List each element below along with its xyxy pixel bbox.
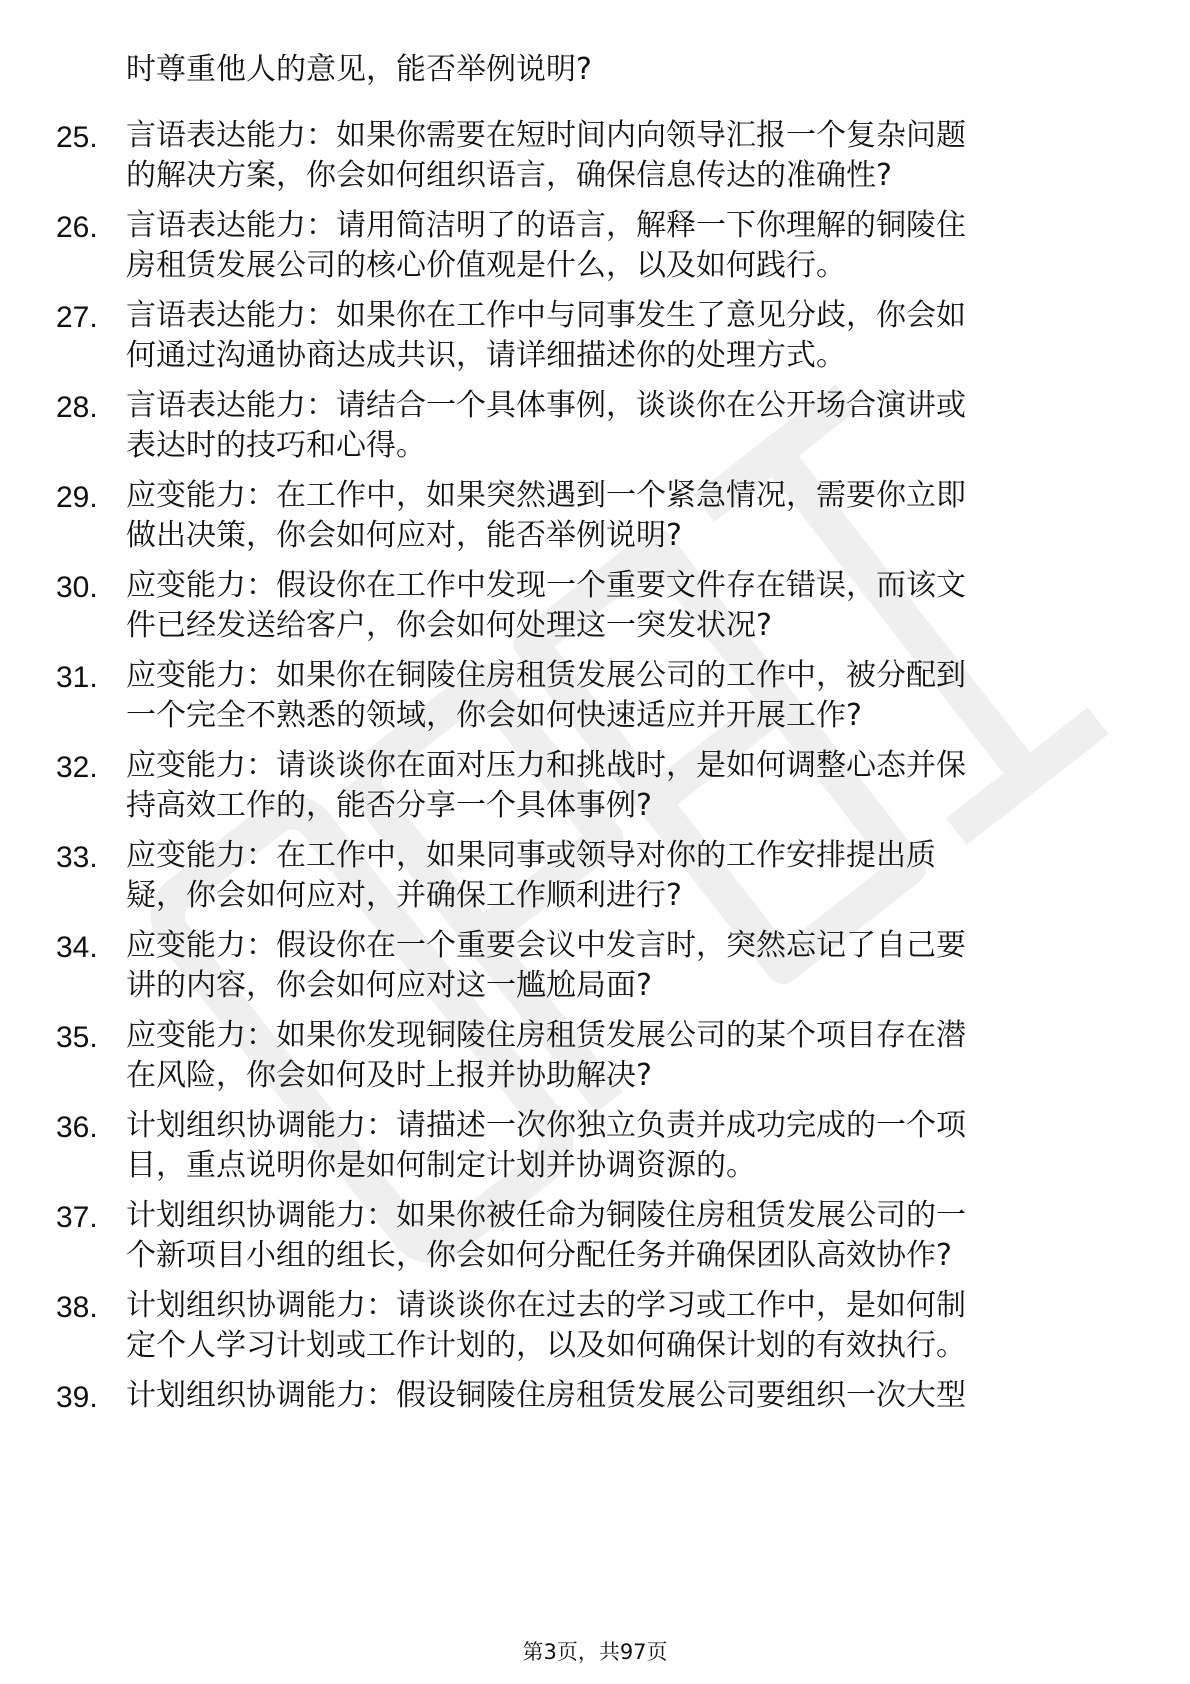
- question-text-line: 应变能力：假设你在一个重要会议中发言时，突然忘记了自己要: [126, 928, 966, 963]
- question-text-line: 计划组织协调能力：请描述一次你独立负责并成功完成的一个项: [126, 1108, 966, 1143]
- question-text-line: 表达时的技巧和心得。: [126, 428, 426, 463]
- question-text-line: 的解决方案，你会如何组织语言，确保信息传达的准确性?: [126, 158, 892, 193]
- question-text: [126, 566, 1126, 646]
- question-number: 39.: [56, 1381, 98, 1414]
- question-item: [0, 1010, 1190, 1100]
- question-number: 33.: [56, 841, 98, 874]
- question-text-line: 言语表达能力：如果你需要在短时间内向领导汇报一个复杂问题: [126, 118, 966, 153]
- question-text-line: 讲的内容，你会如何应对这一尴尬局面?: [126, 968, 652, 1003]
- question-number: 32.: [56, 751, 98, 784]
- question-item: [0, 560, 1190, 650]
- question-text: [126, 926, 1126, 1006]
- question-item: [0, 380, 1190, 470]
- question-text: [126, 116, 1126, 196]
- question-text-line: 房租赁发展公司的核心价值观是什么，以及如何践行。: [126, 248, 846, 283]
- question-number: 29.: [56, 481, 98, 514]
- question-text: [126, 296, 1126, 376]
- question-text-line: 做出决策，你会如何应对，能否举例说明?: [126, 518, 682, 553]
- question-list: [0, 110, 1190, 1460]
- question-text-line: 个新项目小组的组长，你会如何分配任务并确保团队高效协作?: [126, 1238, 952, 1273]
- question-number: 36.: [56, 1111, 98, 1144]
- question-item: [0, 200, 1190, 290]
- question-item: [0, 470, 1190, 560]
- question-text: [126, 1106, 1126, 1186]
- question-text: [126, 1286, 1126, 1366]
- question-text: [126, 656, 1126, 736]
- question-number: 26.: [56, 211, 98, 244]
- question-number: 25.: [56, 121, 98, 154]
- question-number: 35.: [56, 1021, 98, 1054]
- continued-question-text: 时尊重他人的意见，能否举例说明?: [126, 52, 592, 87]
- question-number: 30.: [56, 571, 98, 604]
- question-text-line: 计划组织协调能力：假设铜陵住房租赁发展公司要组织一次大型: [126, 1378, 966, 1413]
- question-text-line: 言语表达能力：如果你在工作中与同事发生了意见分歧，你会如: [126, 298, 966, 333]
- question-text: [126, 1196, 1126, 1276]
- question-text: [126, 836, 1126, 916]
- question-item: [0, 1100, 1190, 1190]
- question-number: 34.: [56, 931, 98, 964]
- question-text-line: 应变能力：在工作中，如果突然遇到一个紧急情况，需要你立即: [126, 478, 966, 513]
- question-text-line: 目，重点说明你是如何制定计划并协调资源的。: [126, 1148, 756, 1183]
- question-number: 28.: [56, 391, 98, 424]
- question-item: [0, 1190, 1190, 1280]
- question-number: 38.: [56, 1291, 98, 1324]
- question-text: [126, 476, 1126, 556]
- question-item: [0, 830, 1190, 920]
- question-text-line: 言语表达能力：请结合一个具体事例，谈谈你在公开场合演讲或: [126, 388, 966, 423]
- question-number: 31.: [56, 661, 98, 694]
- question-item: [0, 650, 1190, 740]
- question-text-line: 疑，你会如何应对，并确保工作顺利进行?: [126, 878, 682, 913]
- question-item: [0, 920, 1190, 1010]
- question-text: [126, 206, 1126, 286]
- question-number: 27.: [56, 301, 98, 334]
- question-item: [0, 1280, 1190, 1370]
- question-text: [126, 386, 1126, 466]
- question-text: [126, 1016, 1126, 1096]
- question-text-line: 一个完全不熟悉的领域，你会如何快速适应并开展工作?: [126, 698, 862, 733]
- question-item: [0, 110, 1190, 200]
- question-text-line: 应变能力：假设你在工作中发现一个重要文件存在错误，而该文: [126, 568, 966, 603]
- question-text-line: 应变能力：如果你发现铜陵住房租赁发展公司的某个项目存在潜: [126, 1018, 966, 1053]
- question-item: [0, 1370, 1190, 1460]
- question-text-line: 言语表达能力：请用简洁明了的语言，解释一下你理解的铜陵住: [126, 208, 966, 243]
- question-text: [126, 1376, 1126, 1416]
- question-text-line: 定个人学习计划或工作计划的，以及如何确保计划的有效执行。: [126, 1328, 966, 1363]
- question-text-line: 应变能力：在工作中，如果同事或领导对你的工作安排提出质: [126, 838, 936, 873]
- question-text-line: 应变能力：如果你在铜陵住房租赁发展公司的工作中，被分配到: [126, 658, 966, 693]
- page-number-footer: 第3页，共97页: [522, 1640, 668, 1664]
- question-number: 37.: [56, 1201, 98, 1234]
- question-text-line: 在风险，你会如何及时上报并协助解决?: [126, 1058, 652, 1093]
- question-text-line: 何通过沟通协商达成共识，请详细描述你的处理方式。: [126, 338, 846, 373]
- question-text-line: 件已经发送给客户，你会如何处理这一突发状况?: [126, 608, 772, 643]
- question-text-line: 计划组织协调能力：请谈谈你在过去的学习或工作中，是如何制: [126, 1288, 966, 1323]
- question-text-line: 持高效工作的，能否分享一个具体事例?: [126, 788, 652, 823]
- question-text-line: 计划组织协调能力：如果你被任命为铜陵住房租赁发展公司的一: [126, 1198, 966, 1233]
- question-item: [0, 740, 1190, 830]
- question-text: [126, 746, 1126, 826]
- question-item: [0, 290, 1190, 380]
- question-text-line: 应变能力：请谈谈你在面对压力和挑战时，是如何调整心态并保: [126, 748, 966, 783]
